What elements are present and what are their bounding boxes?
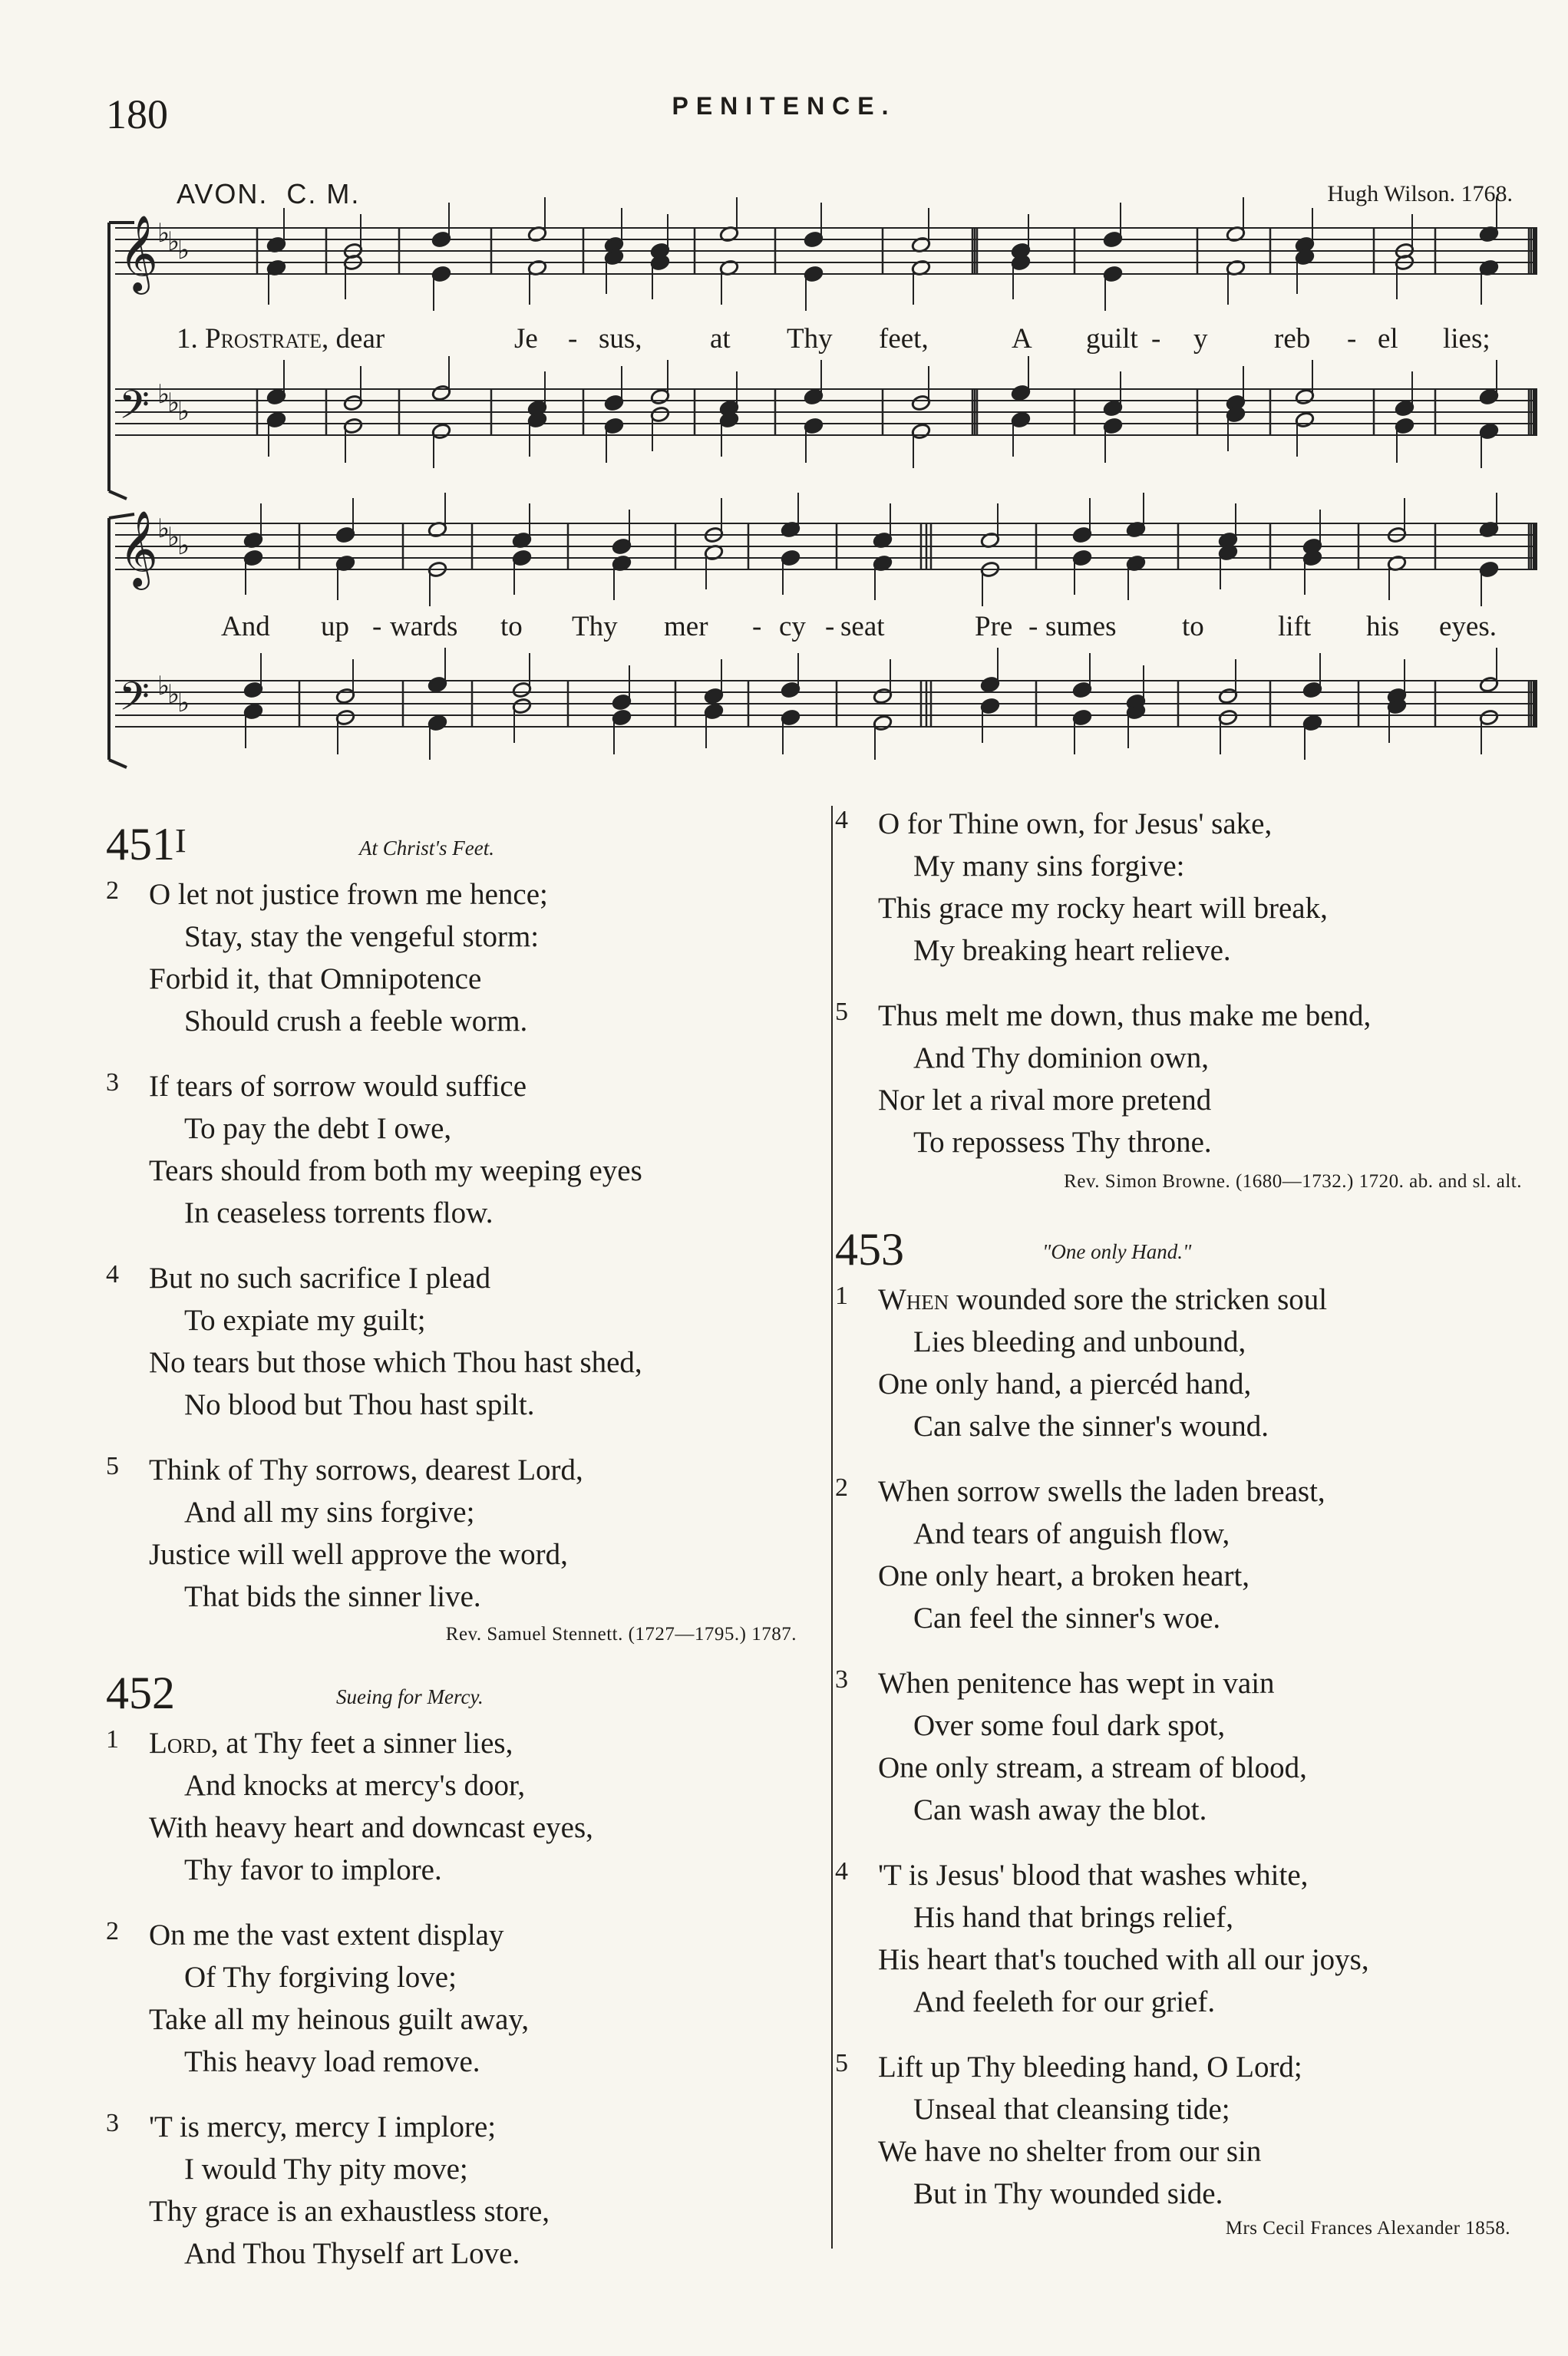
treble-clef-icon: 𝄞 [119,215,158,292]
stanza [106,1065,820,1234]
page-number: 180 [106,91,168,137]
verse-line: But in Thy wounded side. [913,2177,1223,2210]
verse-line: O for Thine own, for Jesus' sake, [878,807,1273,840]
stanza-number: 3 [835,1665,848,1694]
verse-line: If tears of sorrow would suffice [149,1070,527,1103]
right-column [835,803,1549,2239]
verse-line: 'T is mercy, mercy I implore; [149,2110,497,2143]
hymn-number: $451^I$ [106,819,187,869]
verse-line: And Thou Thyself art Love. [184,2237,520,2270]
stanza-number: 3 [106,1068,119,1097]
stanza-number: 2 [106,1917,119,1945]
lyric-syllable: - [568,323,578,355]
left-column [106,818,820,2298]
verse-line: Of Thy forgiving love; [184,1961,457,1994]
hymn-451-stanzas [106,873,820,1618]
verse-line: Think of Thy sorrows, dearest Lord, [149,1454,583,1487]
treble-clef-icon: 𝄞 [119,510,158,587]
lyric-syllable: - [1347,323,1357,355]
stanza [835,803,1549,972]
music-score [0,0,1568,775]
lyric-syllable: el [1378,323,1398,355]
lyric-syllable: cy [779,611,806,642]
verse-line: Tears should from both my weeping eyes [149,1154,642,1187]
stanza-number: 1 [106,1725,119,1754]
stanza [835,2046,1549,2215]
composer-year: 1768. [1461,181,1513,206]
flat-icon: ♭ [157,379,170,410]
stanza [106,1722,820,1891]
flat-icon: ♭ [177,396,190,427]
lyric-syllable: mer [664,611,708,642]
verse-line: Thy grace is an exhaustless store, [149,2195,550,2228]
verse-line: His heart that's touched with all our joys, [878,1943,1369,1976]
verse-line: One only heart, a broken heart, [878,1559,1250,1592]
verse-line: We have no shelter from our sin [878,2135,1262,2168]
verse-line: Should crush a feeble worm. [184,1005,528,1038]
lyric-syllable: - [825,611,835,642]
lyric-syllable: - [372,611,382,642]
flat-icon: ♭ [167,522,180,553]
verse-line: And tears of anguish flow, [913,1517,1230,1550]
hymn-451-header [106,818,820,873]
lyric-syllable: to [500,611,523,642]
verse-line: When wounded sore the stricken soul [878,1283,1328,1316]
lyric-syllable: seat [840,611,885,642]
verse-line: Thy favor to implore. [184,1853,442,1886]
verse-line: And Thy dominion own, [913,1041,1209,1074]
verse-line: Justice will well approve the word, [149,1538,568,1571]
verse-line: And knocks at mercy's door, [184,1769,526,1802]
verse-line: Forbid it, that Omnipotence [149,962,482,995]
verse-line: Can wash away the blot. [913,1793,1207,1826]
stanza [835,1662,1549,1831]
verse-line: 'T is Jesus' blood that washes white, [878,1859,1309,1892]
lyric-syllable: wards [390,611,458,642]
verse-line: Over some foul dark spot, [913,1709,1226,1742]
verse-line: To pay the debt I owe, [184,1112,452,1145]
lyric-syllable: his [1366,611,1400,642]
stanza-number: 4 [835,1857,848,1886]
lyric-syllable: at [710,323,731,355]
lyric-syllable: And [221,611,270,642]
verse-line: With heavy heart and downcast eyes, [149,1811,593,1844]
verse-line: Take all my heinous guilt away, [149,2003,530,2036]
tune-name: AVON. [177,178,269,210]
bass-clef-icon: 𝄢 [119,381,150,437]
hymn-452-stanzas [106,1722,820,2275]
verse-line: Can salve the sinner's wound. [913,1410,1269,1443]
flat-icon: ♭ [177,688,190,718]
running-head: PENITENCE. [672,92,896,120]
hymn-453-header [835,1223,1549,1279]
verse-line: Unseal that cleansing tide; [913,2093,1230,2126]
stanza [106,2106,820,2275]
lyric-syllable: Thy [572,611,618,642]
flat-icon: ♭ [157,513,170,544]
verse-line: I would Thy pity move; [184,2153,468,2186]
lyric-syllable: feet, [879,323,929,355]
lyric-syllable: Thy [787,323,833,355]
flat-icon: ♭ [167,226,180,257]
flat-icon: ♭ [167,679,180,710]
hymn-452-attribution: Rev. Simon Browne. (1680—1732.) 1720. ab. and sl. alt. [1064,1171,1522,1192]
flat-icon: ♭ [177,235,190,266]
verse-line: No blood but Thou hast spilt. [184,1388,535,1421]
lyric-syllable: Pre [975,611,1013,642]
verse-line: And all my sins forgive; [184,1496,475,1529]
bass-clef-icon: 𝄢 [119,673,150,729]
stanza-number: 3 [106,2109,119,2137]
verse-line: One only stream, a stream of blood, [878,1751,1307,1784]
hymn-452-continued-stanzas [835,803,1549,1163]
verse-line: My breaking heart relieve. [913,934,1231,967]
lyric-syllable: sumes [1045,611,1117,642]
lyric-syllable: lies; [1443,323,1490,355]
verse-line: No tears but those which Thou hast shed, [149,1346,642,1379]
stanza-number: 1 [835,1282,848,1310]
verse-line: Lift up Thy bleeding hand, O Lord; [878,2051,1302,2084]
hymn-title: At Christ's Feet. [359,836,495,860]
hymn-453-attribution: Mrs Cecil Frances Alexander 1858. [1225,2218,1510,2239]
stanza-number: 5 [835,2049,848,2077]
hymn-title: Sueing for Mercy. [336,1685,484,1708]
lyric-syllable: reb [1274,323,1311,355]
hymn-452-header [106,1667,820,1722]
verse-line: To repossess Thy throne. [913,1126,1212,1159]
lyric-syllable: to [1182,611,1204,642]
verse-line: But no such sacrifice I plead [149,1262,491,1295]
hymn-number: 453 [835,1224,904,1275]
hymn-453-stanzas [835,1279,1549,2215]
stanza-number: 4 [106,1260,119,1289]
lyric-syllable: sus, [599,323,642,355]
verse-line: One only hand, a piercéd hand, [878,1368,1252,1401]
lyric-syllable: lift [1278,611,1312,642]
stanza [835,1279,1549,1447]
hymn-number: 452 [106,1668,175,1718]
verse-line: His hand that brings relief, [913,1901,1233,1934]
lyric-syllable: up [321,611,349,642]
flat-icon: ♭ [167,388,180,418]
stanza [106,1914,820,2083]
composer-name: Hugh Wilson. [1327,181,1455,206]
verse-line: This heavy load remove. [184,2045,480,2078]
lyric-syllable: - [1028,611,1038,642]
lyric-syllable: guilt [1086,323,1138,355]
stanza-number: 4 [835,806,848,834]
verse-line: My many sins forgive: [913,850,1185,883]
stanza-number: 5 [835,998,848,1026]
lyric-syllable: eyes. [1439,611,1497,642]
stanza [106,1257,820,1426]
verse-line: And feeleth for our grief. [913,1985,1216,2018]
verse-line: Thus melt me down, thus make me bend, [878,999,1372,1032]
verse-line: O let not justice frown me hence; [149,878,548,911]
hymn-title: "One only Hand." [1042,1240,1192,1263]
verse-line: On me the vast extent display [149,1919,504,1952]
verse-line: To expiate my guilt; [184,1304,426,1337]
verse-line: When sorrow swells the laden breast, [878,1475,1325,1508]
stanza [835,1854,1549,2023]
verse-line: Lord, at Thy feet a sinner lies, [149,1727,513,1760]
lyric-syllable: 1. Prostrate, dear [177,323,385,355]
verse-line: Nor let a rival more pretend [878,1084,1212,1117]
tune-meter: C. M. [286,178,361,210]
verse-line: This grace my rocky heart will break, [878,892,1328,925]
stanza [835,1470,1549,1639]
lyric-syllable: - [1151,323,1161,355]
stanza-number: 5 [106,1452,119,1480]
column-divider [831,806,833,2249]
hymn-451-attribution: Rev. Samuel Stennett. (1727—1795.) 1787. [445,1624,797,1645]
verse-line: Lies bleeding and unbound, [913,1325,1246,1358]
stanza [106,873,820,1042]
verse-line: Can feel the sinner's woe. [913,1602,1221,1635]
verse-line: When penitence has wept in vain [878,1667,1275,1700]
lyric-syllable: y [1193,323,1208,355]
flat-icon: ♭ [157,218,170,249]
stanza-number: 2 [835,1473,848,1502]
verse-line: That bids the sinner live. [184,1580,481,1613]
flat-icon: ♭ [177,530,190,561]
stanza [835,995,1549,1163]
stanza-number: 2 [106,876,119,905]
lyric-syllable: A [1012,323,1032,355]
stanza [106,1449,820,1618]
verse-line: Stay, stay the vengeful storm: [184,920,540,953]
verse-line: In ceaseless torrents flow. [184,1196,494,1229]
lyric-syllable: Je [514,323,538,355]
flat-icon: ♭ [157,671,170,701]
lyric-syllable: - [752,611,762,642]
